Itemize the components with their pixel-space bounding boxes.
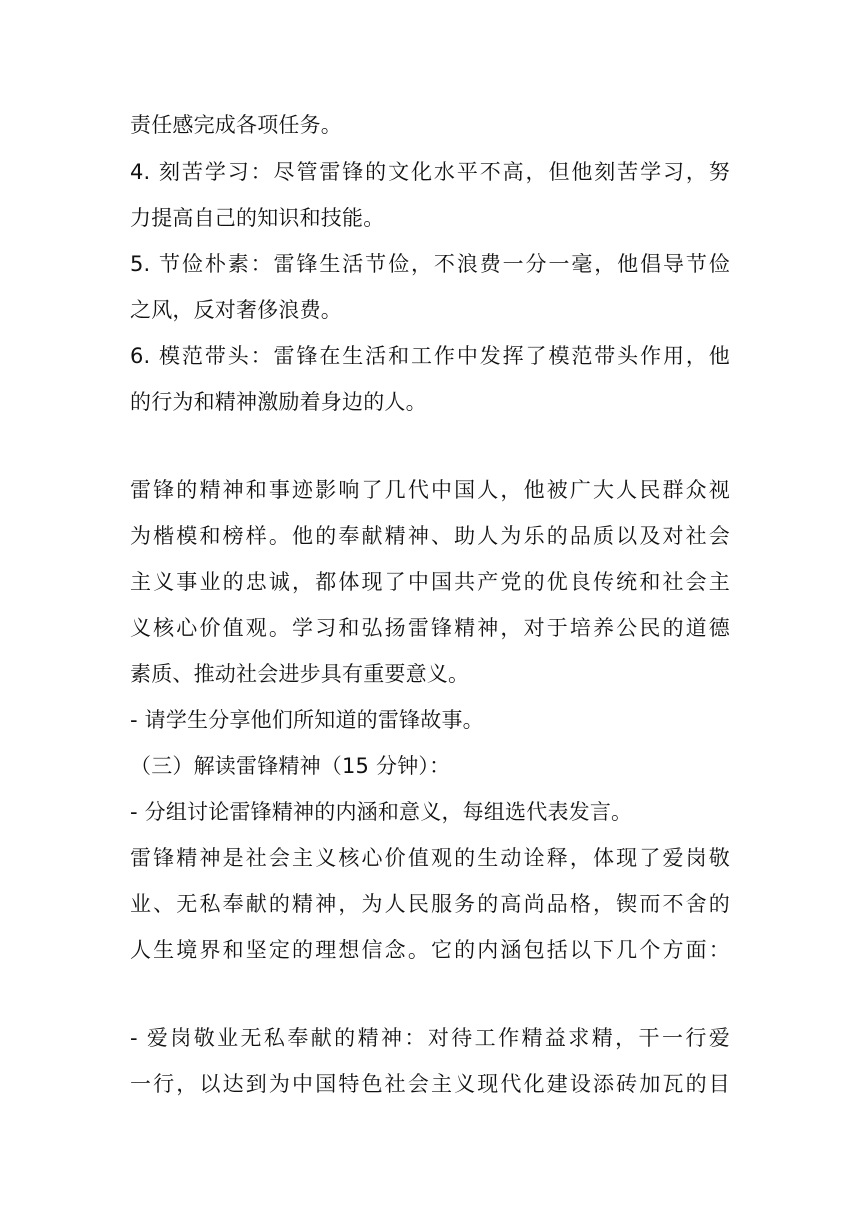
text-line: - 分组讨论雷锋精神的内涵和意义，每组选代表发言。: [130, 800, 633, 824]
text-line: - 爱岗敬业无私奉献的精神：对待工作精益求精，干一行爱: [130, 1026, 730, 1050]
text-line: 之风，反对奢侈浪费。: [130, 298, 342, 322]
text-line: 素质、推动社会进步具有重要意义。: [130, 662, 470, 686]
text-line: 5. 节俭朴素：雷锋生活节俭，不浪费一分一毫，他倡导节俭: [130, 252, 730, 276]
text-line: 义核心价值观。学习和弘扬雷锋精神，对于培养公民的道德: [130, 616, 730, 640]
text-line: 一行，以达到为中国特色社会主义现代化建设添砖加瓦的目: [130, 1072, 730, 1096]
text-line: 6. 模范带头：雷锋在生活和工作中发挥了模范带头作用，他: [130, 344, 730, 368]
text-line: - 请学生分享他们所知道的雷锋故事。: [130, 708, 484, 732]
text-line: 责任感完成各项任务。: [130, 113, 342, 137]
text-line: 为楷模和榜样。他的奉献精神、助人为乐的品质以及对社会: [130, 524, 730, 548]
text-line: 力提高自己的知识和技能。: [130, 206, 385, 230]
text-line: 主义事业的忠诚，都体现了中国共产党的优良传统和社会主: [130, 570, 730, 594]
text-line: 业、无私奉献的精神，为人民服务的高尚品格，锲而不舍的: [130, 892, 730, 916]
section-heading: （三）解读雷锋精神（15 分钟）：: [130, 754, 451, 778]
text-line: 的行为和精神激励着身边的人。: [130, 390, 427, 414]
text-line: 4. 刻苦学习：尽管雷锋的文化水平不高，但他刻苦学习，努: [130, 160, 730, 184]
text-line: 雷锋精神是社会主义核心价值观的生动诠释，体现了爱岗敬: [130, 846, 730, 870]
text-line: 雷锋的精神和事迹影响了几代中国人，他被广大人民群众视: [130, 478, 730, 502]
text-line: 人生境界和坚定的理想信念。它的内涵包括以下几个方面：: [130, 938, 730, 962]
